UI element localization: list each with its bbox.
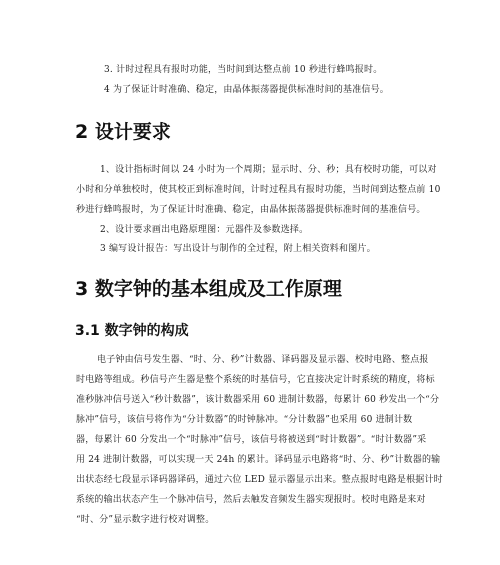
section-3-1-line: “时、分”显示数字进行校对调整。 — [76, 515, 215, 525]
section-3-1-line: 准秒脉冲信号送入“秒计数器”，该计数器采用 60 进制计数器，每累计 60 秒发出一个“分 — [76, 395, 440, 405]
section-3-heading: 3 数字钟的基本组成及工作原理 — [75, 278, 342, 300]
section-3-1-line: 系统的输出状态产生一个脉冲信号，然后去触发音频发生器实现报时。校时电路是来对 — [76, 495, 426, 505]
section-2-para1-line: 秒进行蜂鸣报时，为了保证计时准确、稳定，由晶体振荡器提供标准时间的基准信号。 — [76, 205, 426, 215]
section-2-para1-line: 1、设计指标时间以 24 小时为一个周期；显示时、分、秒；具有校时功能，可以对 — [100, 165, 437, 175]
section-2-item-2: 2、设计要求画出电路原理图：元器件及参数选择。 — [100, 225, 309, 235]
section-3-1-heading: 3.1 数字钟的构成 — [75, 323, 189, 339]
section-3-1-line: 用 24 进制计数器，可以实现一天 24h 的累计。译码显示电路将“时、分、秒”计数器的输 — [76, 455, 441, 465]
section-2-para1-line: 小时和分单独校时，使其校正到标准时间，计时过程具有报时功能，当时间到达整点前 10 — [76, 185, 441, 195]
section-3-1-line: 电子钟由信号发生器、“时、分、秒”计数器、译码器及显示器、校时电路、整点报 — [97, 355, 429, 365]
intro-item-3: 3. 计时过程具有报时功能，当时间到达整点前 10 秒进行蜂鸣报时。 — [104, 65, 383, 75]
section-2-item-3: 3 编写设计报告：写出设计与制作的全过程，附上相关资料和图片。 — [100, 244, 376, 254]
section-3-1-line: 出状态经七段显示译码器译码，通过六位 LED 显示器显示出来。整点报时电路是根据计时 — [76, 475, 443, 485]
section-2-heading: 2 设计要求 — [75, 121, 171, 143]
intro-item-4: 4 为了保证计时准确、稳定，由晶体振荡器提供标准时间的基准信号。 — [104, 85, 389, 95]
section-3-1-line: 时电路等组成。秒信号产生器是整个系统的时基信号，它直接决定计时系统的精度，将标 — [76, 375, 435, 385]
section-3-1-line: 器，每累计 60 分发出一个“时脉冲”信号，该信号将被送到“时计数器”。“时计数器”采 — [76, 435, 427, 445]
section-3-1-line: 脉冲”信号，该信号将作为“分计数器”的时钟脉冲。“分计数器”也采用 60 进制计数 — [76, 415, 413, 425]
